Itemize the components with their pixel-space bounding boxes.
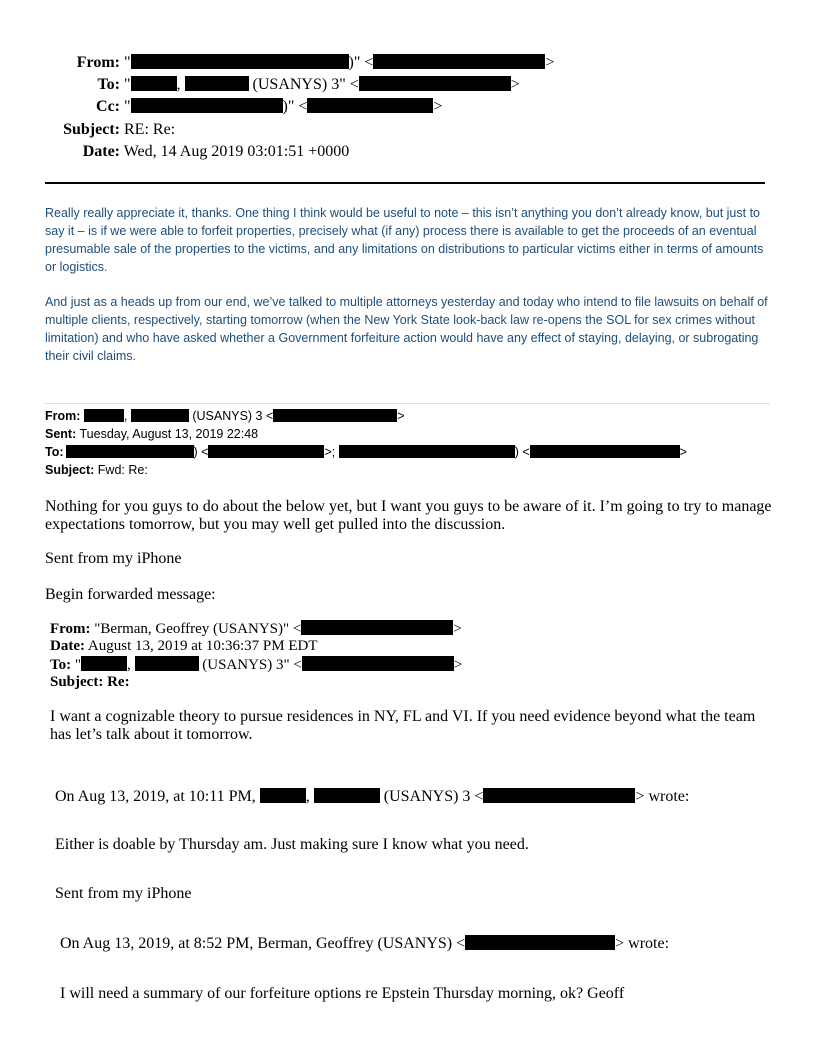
redaction-block bbox=[131, 98, 283, 113]
subject-label: Subject: bbox=[63, 121, 120, 138]
inner-from-row: From: "Berman, Geoffrey (USANYS)" < > bbox=[50, 621, 462, 637]
date-label: Date: bbox=[82, 143, 120, 160]
redaction-block bbox=[301, 620, 453, 635]
redaction-block bbox=[131, 54, 349, 69]
redaction-block bbox=[359, 76, 511, 91]
inner-paragraph-1: I want a cognizable theory to pursue residences in NY, FL and VI. If you need evidence beyond what the team has let’s talk about it tomorrow. bbox=[50, 708, 756, 743]
reply-summary-request: I will need a summary of our forfeiture options re Epstein Thursday morning, ok? Geoff bbox=[60, 985, 625, 1002]
inner-sent-from: Sent from my iPhone bbox=[55, 885, 192, 902]
forward-begin-message: Begin forwarded message: bbox=[45, 586, 216, 603]
date-row bbox=[0, 143, 349, 161]
redaction-block bbox=[260, 788, 306, 803]
quote-line-1: On Aug 13, 2019, at 10:11 PM, , (USANYS) 3 < > wrote: bbox=[55, 788, 690, 805]
fwd-to-row: To: ) < >; ) < > bbox=[45, 445, 687, 459]
redaction-block bbox=[314, 788, 380, 803]
fwd-subject-row: Subject: Fwd: Re: bbox=[45, 463, 148, 477]
to-row: To: " , (USANYS) 3" < > bbox=[0, 76, 520, 94]
redaction-block bbox=[208, 445, 324, 458]
reply-doable: Either is doable by Thursday am. Just making sure I know what you need. bbox=[55, 836, 529, 853]
cc-row: Cc: " )" < > bbox=[0, 98, 442, 116]
forward-divider bbox=[45, 403, 770, 404]
fwd-from-row: From: , (USANYS) 3 < > bbox=[45, 409, 405, 423]
redaction-block bbox=[307, 98, 433, 113]
redaction-block bbox=[483, 788, 635, 803]
redaction-block bbox=[273, 409, 397, 422]
redaction-block bbox=[131, 409, 189, 422]
redaction-block bbox=[339, 445, 515, 458]
redaction-block bbox=[465, 935, 615, 950]
from-label: From: bbox=[76, 54, 120, 71]
redaction-block bbox=[302, 656, 454, 671]
redaction-block bbox=[185, 76, 249, 91]
subject-row bbox=[0, 121, 175, 139]
forward-paragraph-1: Nothing for you guys to do about the below yet, but I want you guys to be aware of it. I’m going to try to manage expectations tomorrow, but you may well get pulled into the discussion. bbox=[45, 498, 772, 533]
cc-label: Cc: bbox=[96, 98, 120, 115]
redaction-block bbox=[373, 54, 545, 69]
reply-paragraph-2: And just as a heads up from our end, we’ve talked to multiple attorneys yesterday and today who intend to file lawsuits on behalf of multiple clients, respectively, starting tomorrow (when the New York State look-back law re-opens the SOL for sex crimes without limitation) and who have asked whether a Government forfeiture action would have any effect of staying, delaying, or subrogating their civil claims. bbox=[45, 295, 768, 363]
quote-line-2: On Aug 13, 2019, at 8:52 PM, Berman, Geoffrey (USANYS) < > wrote: bbox=[60, 935, 670, 952]
reply-paragraph-1: Really really appreciate it, thanks. One thing I think would be useful to note – this isn’t anything you don’t already know, but just to say it – is if we were able to forfeit properties, precisely what (if any) process there is available to get the proceeds of an eventual presumable sale of the properties to the victims, and any limitations on distributions to particular victims either in terms of amounts or logistics. bbox=[45, 206, 764, 274]
redaction-block bbox=[131, 76, 177, 91]
from-row: From: " )" < > bbox=[0, 54, 554, 72]
inner-to-row: To: " , (USANYS) 3" < > bbox=[50, 657, 463, 673]
redaction-block bbox=[530, 445, 680, 458]
inner-subject-row: Subject: Re: bbox=[50, 674, 130, 690]
forward-sent-from: Sent from my iPhone bbox=[45, 550, 182, 567]
header-divider bbox=[45, 182, 765, 184]
fwd-subject-value: Fwd: Re: bbox=[97, 463, 148, 477]
redaction-block bbox=[66, 445, 194, 458]
date-value: Wed, 14 Aug 2019 03:01:51 +0000 bbox=[123, 143, 350, 160]
redaction-block bbox=[84, 409, 124, 422]
to-label: To: bbox=[97, 76, 120, 93]
fwd-sent-row: Sent: Tuesday, August 13, 2019 22:48 bbox=[45, 427, 259, 441]
inner-date-row: Date: August 13, 2019 at 10:36:37 PM EDT bbox=[50, 638, 318, 654]
redaction-block bbox=[135, 656, 199, 671]
subject-value: RE: Re: bbox=[124, 121, 176, 138]
fwd-sent-value: Tuesday, August 13, 2019 22:48 bbox=[79, 427, 259, 441]
redaction-block bbox=[81, 656, 127, 671]
